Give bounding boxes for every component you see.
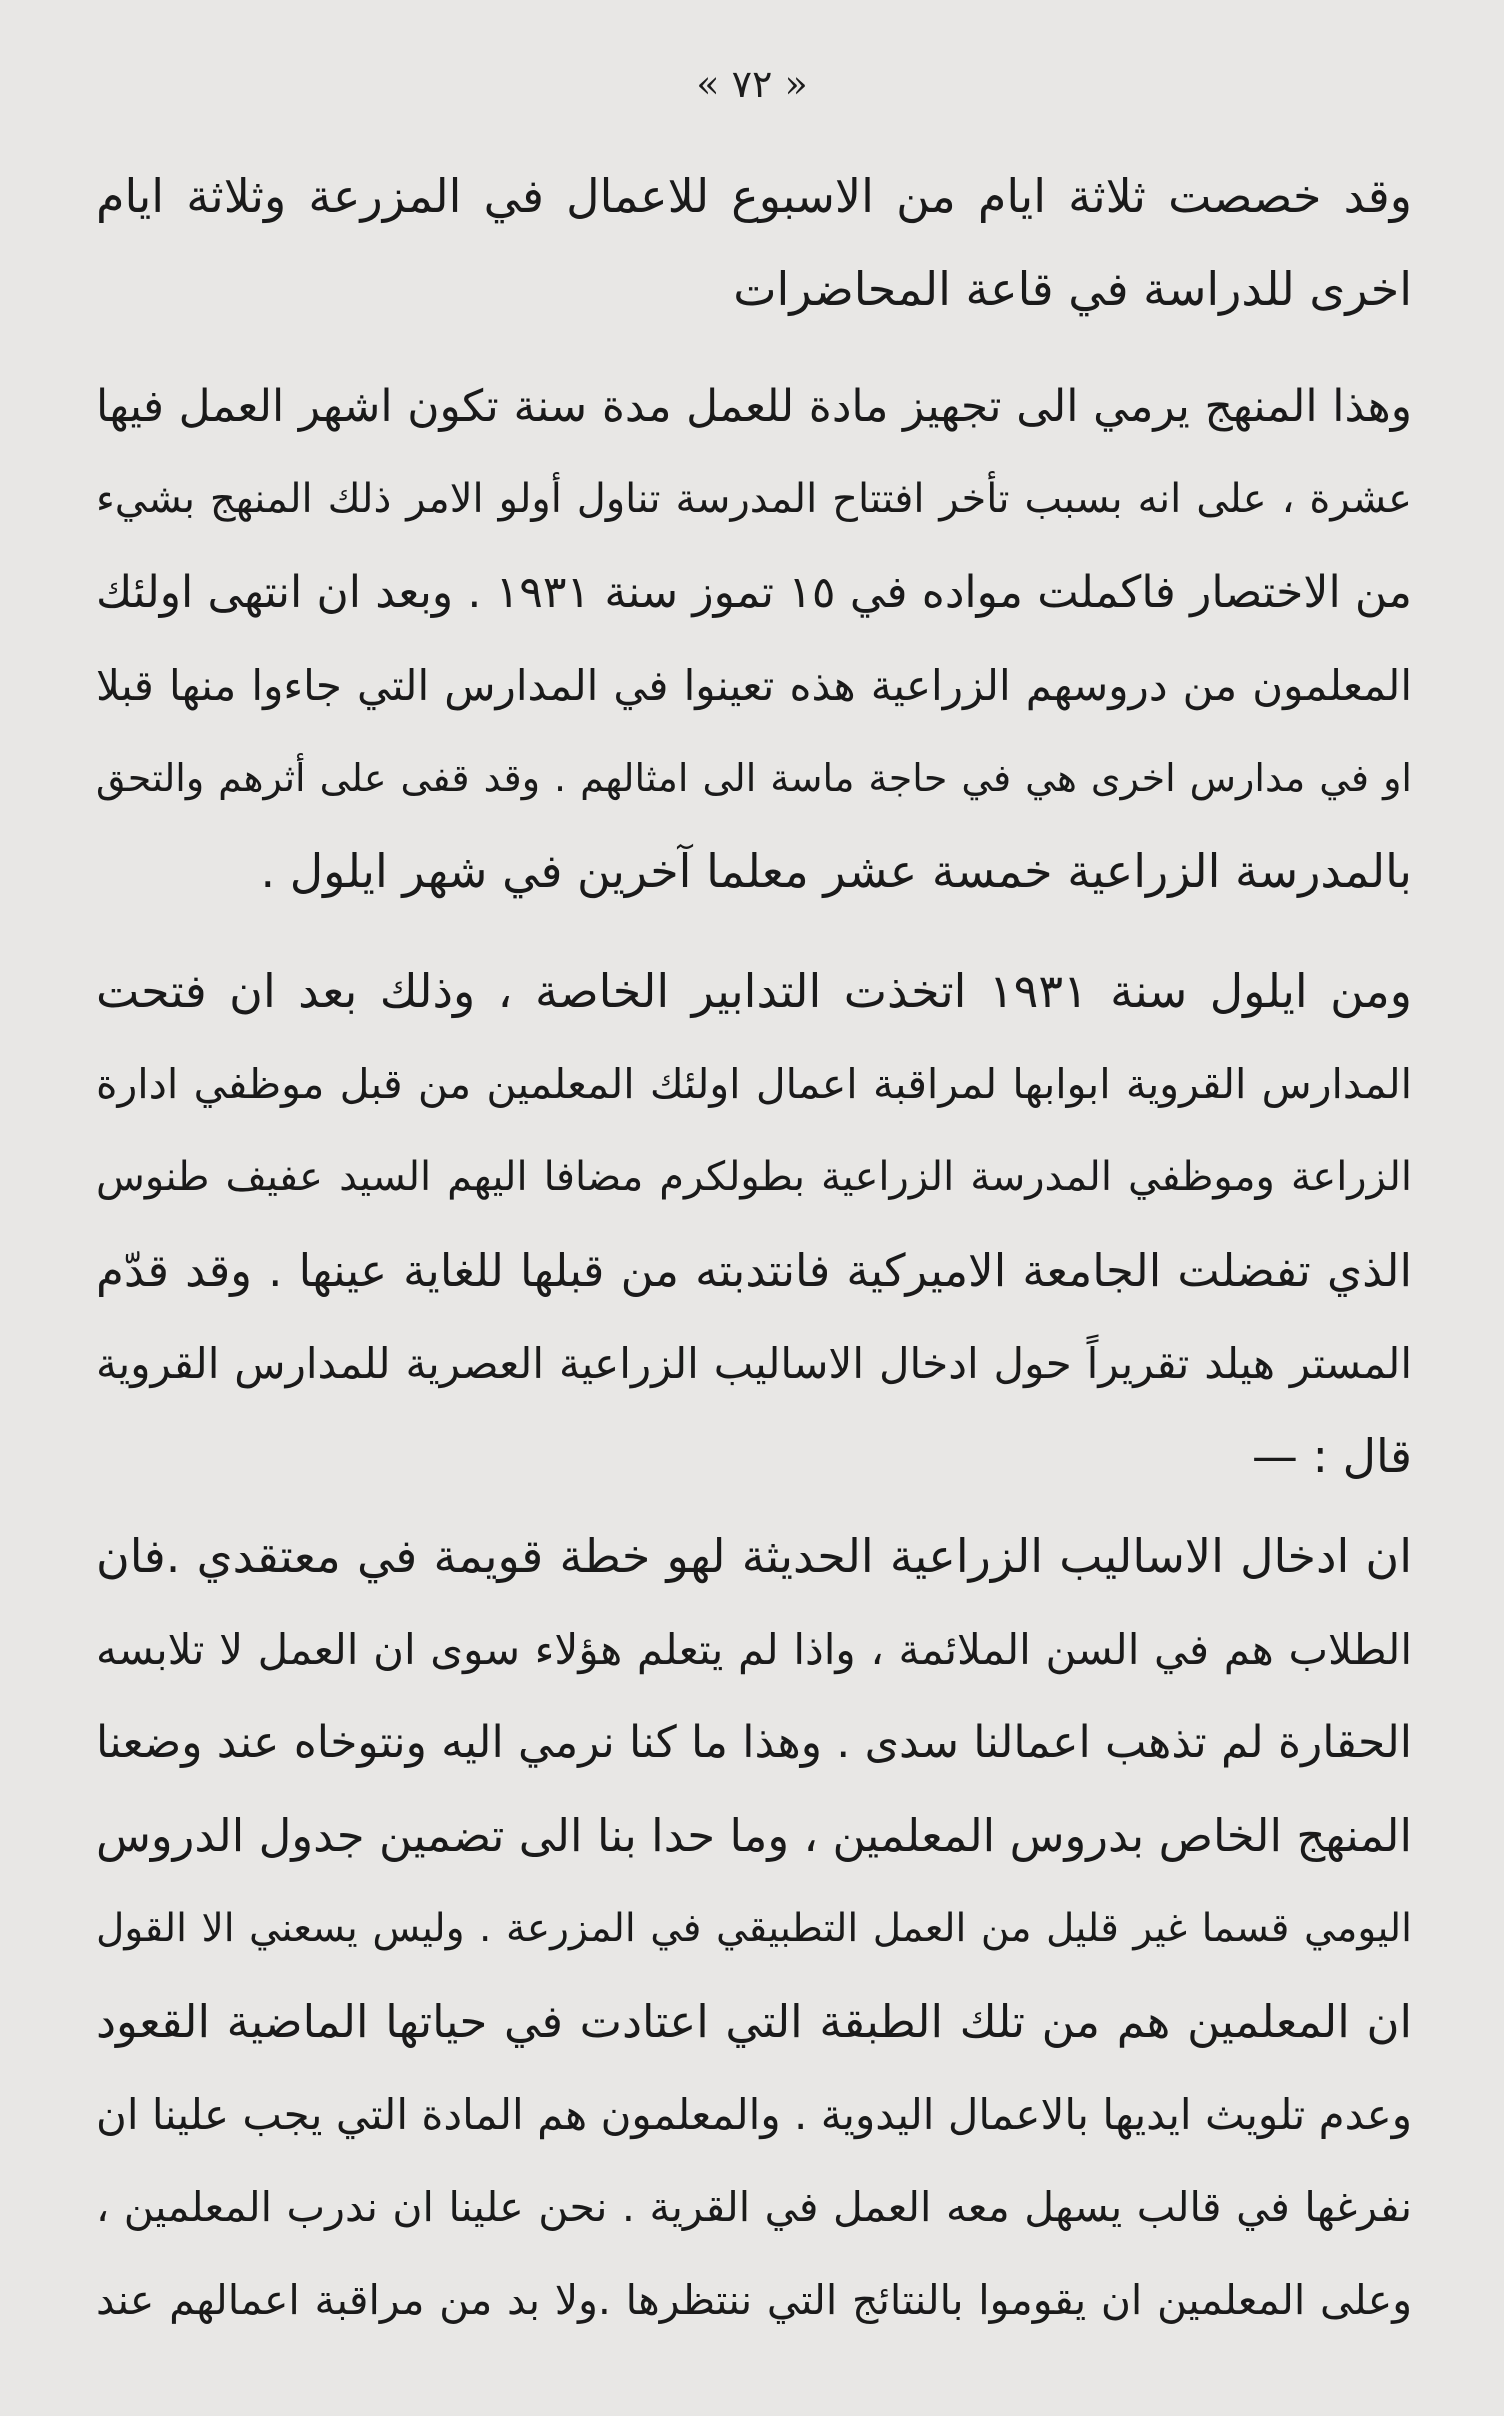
paragraph-4	[96, 1510, 1412, 2347]
paragraph-1	[96, 150, 1412, 336]
text-line: بالمدرسة الزراعية خمسة عشر معلما آخرين في شهر ايلول .	[260, 844, 1412, 898]
text-line: الذي تفضلت الجامعة الاميركية فانتدبته من قبلها للغاية عينها . وقد قدّم	[96, 1244, 1412, 1297]
page-number: « ٧٢ »	[696, 62, 808, 106]
text-line: الزراعة وموظفي المدرسة الزراعية بطولكرم مضافا اليهم السيد عفيف طنوس	[96, 1154, 1412, 1200]
text-line: من الاختصار فاكملت مواده في ١٥ تموز سنة ١٩٣١ . وبعد ان انتهى اولئك	[96, 567, 1412, 618]
text-line: المستر هيلد تقريراً حول ادخال الاساليب الزراعية العصرية للمدارس القروية	[96, 1339, 1412, 1388]
text-line: المنهج الخاص بدروس المعلمين ، وما حدا بنا الى تضمين جدول الدروس	[96, 1809, 1412, 1862]
text-line: نفرغها في قالب يسهل معه العمل في القرية . نحن علينا ان ندرب المعلمين ،	[96, 2183, 1412, 2231]
text-line: ومن ايلول سنة ١٩٣١ اتخذت التدابير الخاصة ، وذلك بعد ان فتحت	[96, 964, 1413, 1018]
text-line: وعلى المعلمين ان يقوموا بالنتائج التي ننتظرها .ولا بد من مراقبة اعمالهم عند	[96, 2276, 1412, 2324]
text-line: الطلاب هم في السن الملائمة ، واذا لم يتعلم هؤلاء سوى ان العمل لا تلابسه	[96, 1625, 1412, 1674]
paragraph-3	[96, 945, 1412, 1503]
text-line: ان ادخال الاساليب الزراعية الحديثة لهو خطة قويمة في معتقدي .فان	[96, 1529, 1412, 1583]
text-line: ان المعلمين هم من تلك الطبقة التي اعتادت في حياتها الماضية القعود	[96, 1995, 1412, 2048]
paragraph-2	[96, 360, 1412, 918]
text-line: عشرة ، على انه بسبب تأخر افتتاح المدرسة تناول أولو الامر ذلك المنهج بشيء	[96, 476, 1412, 522]
text-line: وهذا المنهج يرمي الى تجهيز مادة للعمل مدة سنة تكون اشهر العمل فيها	[96, 381, 1412, 432]
text-line: وعدم تلويث ايديها بالاعمال اليدوية . والمعلمون هم المادة التي يجب علينا ان	[96, 2090, 1412, 2139]
text-line: قال : —	[1251, 1429, 1412, 1483]
text-line: وقد خصصت ثلاثة ايام من الاسبوع للاعمال في المزرعة وثلاثة ايام	[96, 169, 1412, 223]
text-line: اليومي قسما غير قليل من العمل التطبيقي في المزرعة . وليس يسعني الا القول	[96, 1906, 1412, 1951]
text-line: او في مدارس اخرى هي في حاجة ماسة الى امثالهم . وقد قفى على أثرهم والتحق	[96, 756, 1412, 800]
text-line: المعلمون من دروسهم الزراعية هذه تعينوا في المدارس التي جاءوا منها قبلا	[96, 661, 1412, 710]
text-line: الحقارة لم تذهب اعمالنا سدى . وهذا ما كنا نرمي اليه ونتوخاه عند وضعنا	[96, 1717, 1412, 1768]
text-line: المدارس القروية ابوابها لمراقبة اعمال اولئك المعلمين من قبل موظفي ادارة	[96, 1060, 1412, 1108]
text-line: اخرى للدراسة في قاعة المحاضرات	[733, 262, 1412, 316]
